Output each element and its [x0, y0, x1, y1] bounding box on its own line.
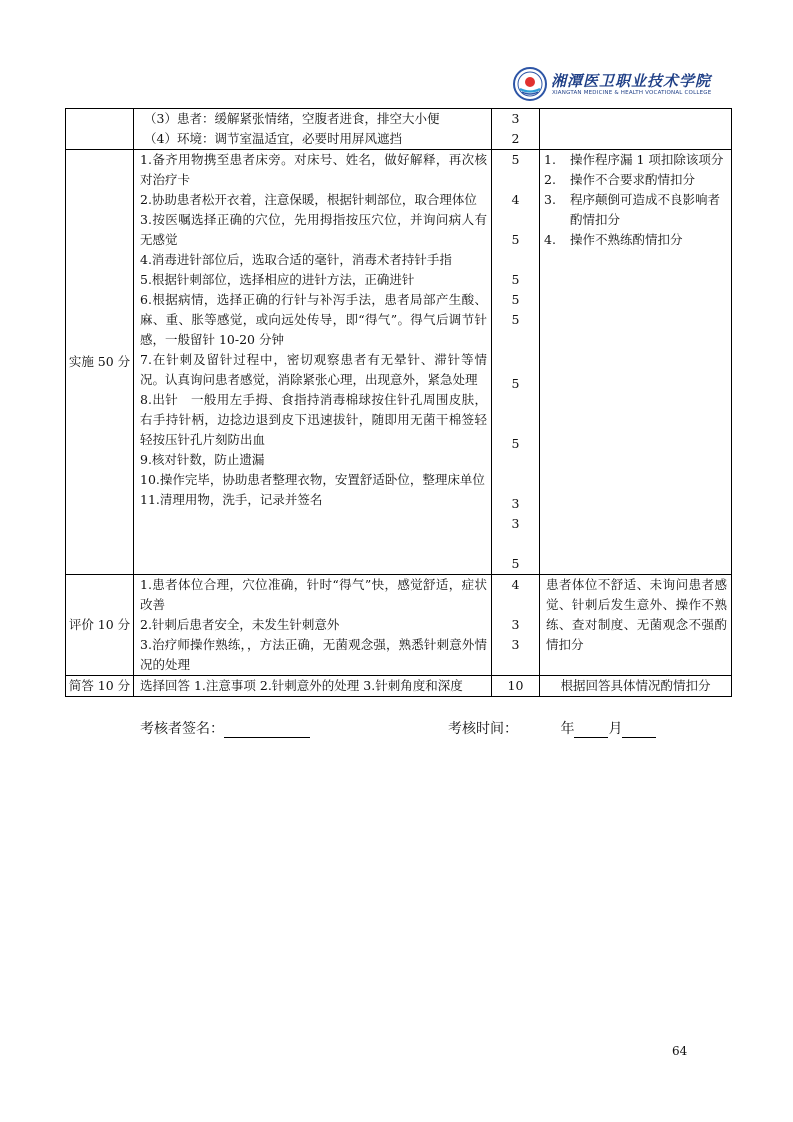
- examiner-signature: [140, 718, 310, 738]
- impl-item-5: 5.根据针刺部位，选择相应的进针方法，正确进针: [140, 272, 415, 287]
- eval-score-slot-1: [492, 575, 539, 615]
- prep-row: [66, 109, 732, 150]
- impl-score-slot-4: [492, 270, 539, 290]
- impl-score-4: 5: [511, 272, 520, 287]
- impl-score-6: 5: [511, 312, 520, 327]
- short-answer-text: 选择回答 1.注意事项 2.针刺意外的处理 3.针刺角度和深度: [140, 678, 463, 693]
- prep-deduction-cell: [540, 109, 732, 150]
- impl-score-7: 5: [511, 376, 520, 391]
- evaluation-label: 评价 10 分: [66, 575, 134, 676]
- prep-score-environment: 2: [511, 131, 520, 146]
- implementation-row: [66, 150, 732, 575]
- examiner-blank[interactable]: [224, 723, 310, 738]
- impl-item-6: 6.根据病情，选择正确的行针与补泻手法，患者局部产生酸、麻、重、胀等感觉，或向远处传导，即“得气”。得气后调节针感，一般留针 10-20 分钟: [140, 292, 487, 347]
- impl-score-slot-6: [492, 310, 539, 370]
- impl-score-11: 5: [511, 556, 520, 571]
- impl-item-11: 11.清理用物，洗手，记录并签名: [140, 492, 323, 507]
- eval-score-3: 3: [511, 637, 520, 652]
- deduction-item-4: 4. 操作不熟练酌情扣分: [544, 232, 683, 247]
- impl-score-slot-10: [492, 514, 539, 554]
- impl-score-8: 5: [511, 436, 520, 451]
- implementation-score-cell: [492, 150, 540, 575]
- deduction-list: [540, 150, 731, 250]
- year-blank[interactable]: [574, 723, 608, 738]
- short-answer-score: 10: [492, 676, 540, 697]
- deduction-item-1: 1. 操作程序漏 1 项扣除该项分: [544, 152, 724, 167]
- eval-score-slot-3: [492, 635, 539, 675]
- short-answer-deduction: 根据回答具体情况酌情扣分: [540, 676, 732, 697]
- eval-score-1: 4: [511, 577, 520, 592]
- prep-score-cell: [492, 109, 540, 150]
- impl-item-8: 8.出针 一般用左手拇、食指持消毒棉球按住针孔周围皮肤，右手持针柄，边捻边退到皮下迅速拔针，随即用无菌干棉签轻轻按压针孔片刻防出血: [140, 392, 487, 447]
- impl-score-1: 5: [511, 152, 520, 167]
- impl-score-3: 5: [511, 232, 520, 247]
- school-logo-icon: [513, 67, 547, 101]
- evaluation-deduction: 患者体位不舒适、未询问患者感觉、针刺后发生意外、操作不熟练、查对制度、无菌观念不强酌情扣分: [546, 577, 727, 652]
- prep-item-patient: （3）患者：缓解紧张情绪，空腹者进食，排空大小便: [144, 111, 440, 126]
- impl-score-slot-5: [492, 290, 539, 310]
- school-name-en: XIANGTAN MEDICINE & HEALTH VOCATIONAL COLLEGE: [552, 90, 712, 96]
- impl-score-slot-8: [492, 434, 539, 494]
- impl-item-1: 1.备齐用物携至患者床旁。对床号、姓名，做好解释，再次核对治疗卡: [140, 152, 487, 187]
- prep-category-cell: [66, 109, 134, 150]
- implementation-items-cell: [134, 150, 492, 575]
- impl-score-5: 5: [511, 292, 520, 307]
- deduction-item-2: 2. 操作不合要求酌情扣分: [544, 172, 696, 187]
- impl-score-slot-1: [492, 150, 539, 190]
- month-label: 月: [608, 721, 623, 737]
- evaluation-items-cell: [134, 575, 492, 676]
- implementation-deduction-cell: [540, 150, 732, 575]
- impl-item-3: 3.按医嘱选择正确的穴位，先用拇指按压穴位，并询问病人有无感觉: [140, 212, 487, 247]
- impl-score-slot-3: [492, 230, 539, 270]
- school-name-cn: 湘潭医卫职业技术学院: [551, 72, 712, 90]
- year-label: 年: [560, 721, 575, 737]
- eval-item-1: 1.患者体位合理，穴位准确，针时“得气”快，感觉舒适，症状改善: [140, 577, 487, 612]
- eval-score-2: 3: [511, 617, 520, 632]
- impl-item-9: 9.核对针数，防止遗漏: [140, 452, 265, 467]
- deduction-item-3: 3. 程序颠倒可造成不良影响者酌情扣分: [544, 192, 721, 227]
- eval-score-slot-2: [492, 615, 539, 635]
- exam-time: [448, 718, 656, 738]
- evaluation-row: [66, 575, 732, 676]
- prep-item-environment: （4）环境：调节室温适宜，必要时用屏风遮挡: [144, 131, 402, 146]
- exam-time-label: 考核时间：: [448, 721, 518, 737]
- eval-item-3: 3.治疗师操作熟练，，方法正确，无菌观念强，熟悉针刺意外情况的处理: [140, 637, 487, 672]
- impl-score-slot-7: [492, 374, 539, 434]
- impl-item-10: 10.操作完毕，协助患者整理衣物，安置舒适卧位，整理床单位: [140, 472, 485, 487]
- examiner-label: 考核者签名：: [140, 721, 224, 737]
- short-answer-row: [66, 676, 732, 697]
- implementation-label: 实施 50 分: [66, 150, 134, 575]
- evaluation-deduction-cell: [540, 575, 732, 676]
- short-answer-text-cell: [134, 676, 492, 697]
- month-blank[interactable]: [622, 723, 656, 738]
- impl-item-2: 2.协助患者松开衣着，注意保暖，根据针刺部位，取合理体位: [140, 192, 477, 207]
- prep-items-cell: [134, 109, 492, 150]
- impl-item-4: 4.消毒进针部位后，选取合适的毫针，消毒术者持针手指: [140, 252, 452, 267]
- impl-score-slot-9: [492, 494, 539, 514]
- page-header: [0, 0, 793, 108]
- impl-score-9: 3: [511, 496, 520, 511]
- evaluation-score-cell: [492, 575, 540, 676]
- impl-score-slot-2: [492, 190, 539, 230]
- impl-score-10: 3: [511, 516, 520, 531]
- impl-item-7: 7.在针刺及留针过程中，密切观察患者有无晕针、滞针等情况。认真询问患者感觉，消除紧张心理，出现意外，紧急处理: [140, 352, 487, 387]
- impl-score-2: 4: [511, 192, 520, 207]
- short-answer-label: 简答 10 分: [66, 676, 134, 697]
- impl-score-slot-11: [492, 554, 539, 574]
- prep-score-patient: 3: [511, 111, 520, 126]
- page-number: 64: [672, 1044, 688, 1058]
- eval-item-2: 2.针刺后患者安全，未发生针刺意外: [140, 617, 340, 632]
- assessment-table: [65, 108, 732, 697]
